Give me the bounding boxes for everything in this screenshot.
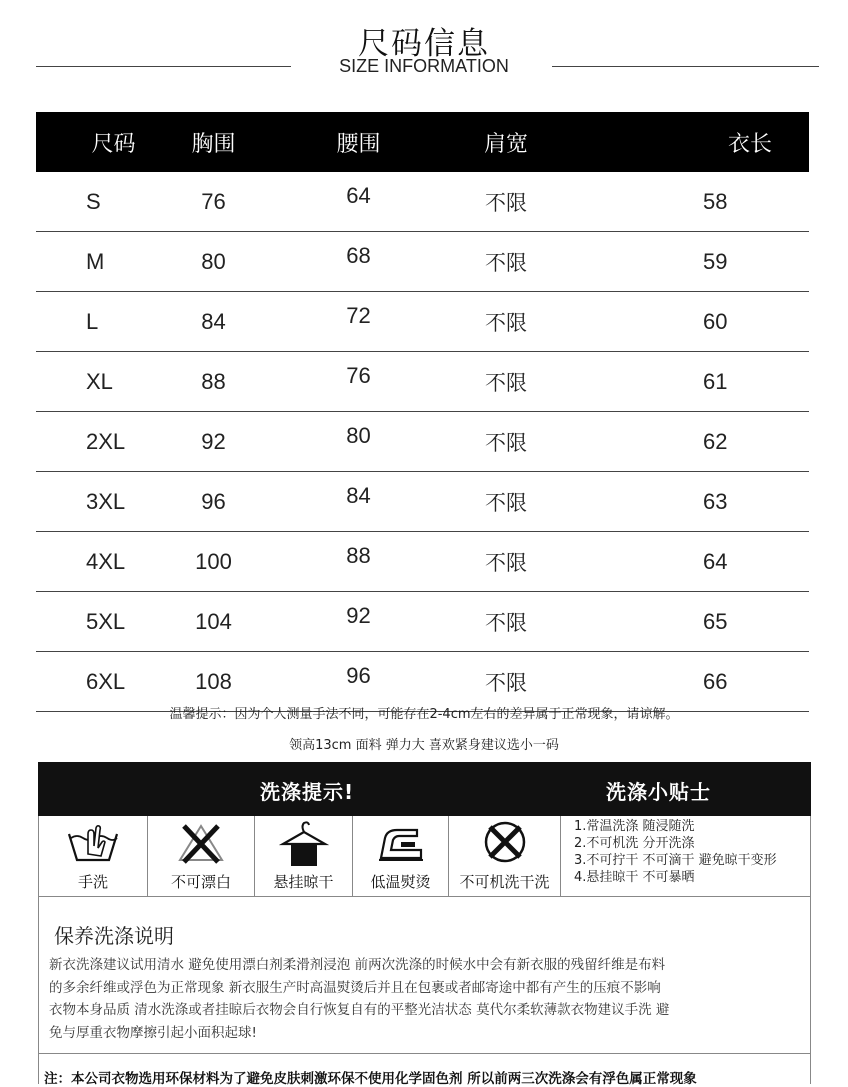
table-row <box>36 472 809 532</box>
size-cell: M <box>86 248 105 274</box>
low-iron-icon <box>371 820 431 866</box>
chest-cell: 104 <box>195 608 232 634</box>
care-label: 手洗 <box>77 873 108 891</box>
care-divider <box>39 1053 810 1054</box>
length-cell: 61 <box>703 368 728 394</box>
shoulder-cell: 不限 <box>485 490 527 515</box>
shoulder-cell: 不限 <box>485 310 527 335</box>
shoulder-cell: 不限 <box>485 430 527 455</box>
divider-right <box>552 66 819 67</box>
shoulder-cell: 不限 <box>485 250 527 275</box>
waist-cell: 92 <box>346 602 371 628</box>
table-row <box>36 412 809 472</box>
column-header-length: 衣长 <box>727 131 772 157</box>
care-label: 低温熨烫 <box>370 873 431 891</box>
care-tips-list <box>561 816 810 886</box>
care-icons-row <box>39 816 810 897</box>
chest-cell: 96 <box>201 488 226 514</box>
care-tip-item: 3.不可拧干 不可滴干 避免晾干变形 <box>574 853 777 868</box>
length-cell: 63 <box>703 488 728 514</box>
care-icon-cell <box>449 816 561 896</box>
title-en: SIZE INFORMATION <box>339 56 509 76</box>
care-icon-cell <box>39 816 148 896</box>
shoulder-cell: 不限 <box>485 190 527 215</box>
care-tip-item: 1.常温洗涤 随浸随洗 <box>574 819 695 834</box>
waist-cell: 80 <box>346 422 371 448</box>
hang-dry-icon <box>279 820 329 868</box>
care-panel <box>38 762 811 1087</box>
size-cell: XL <box>86 368 113 394</box>
fabric-note: 领高13cm 面料 弹力大 喜欢紧身建议选小一码 <box>289 738 559 753</box>
table-header <box>36 112 809 172</box>
chest-cell: 76 <box>201 188 226 214</box>
length-cell: 65 <box>703 608 728 634</box>
care-instructions <box>49 954 789 1044</box>
waist-cell: 68 <box>346 242 371 268</box>
waist-cell: 72 <box>346 302 371 328</box>
table-row <box>36 172 809 232</box>
tips-title: 洗涤小贴士 <box>606 780 711 804</box>
column-header-shoulder: 肩宽 <box>483 131 528 157</box>
care-label: 不可漂白 <box>170 873 231 891</box>
page-header <box>0 0 848 100</box>
length-cell: 66 <box>703 668 728 694</box>
care-text-line: 的多余纤维或浮色为正常现象 新衣服生产时高温熨烫后并且在包裹或者邮寄途中都有产生的压痕不影响 <box>49 979 661 996</box>
size-cell: 3XL <box>86 488 126 514</box>
table-row <box>36 292 809 352</box>
waist-cell: 96 <box>346 662 371 688</box>
hand-wash-icon <box>63 820 123 866</box>
care-tip-item: 2.不可机洗 分开洗涤 <box>574 836 695 851</box>
care-text-line: 新衣洗涤建议试用清水 避免使用漂白剂柔滑剂浸泡 前两次洗涤的时候水中会有新衣服的残留纤维是布料 <box>49 957 666 973</box>
column-header-size: 尺码 <box>91 131 136 157</box>
length-cell: 59 <box>703 248 728 274</box>
shoulder-cell: 不限 <box>485 610 527 635</box>
chest-cell: 80 <box>201 248 226 274</box>
column-header-chest: 胸围 <box>191 131 236 157</box>
care-label: 不可机洗干洗 <box>459 873 550 891</box>
length-cell: 58 <box>703 188 728 214</box>
care-icon-cell <box>255 816 353 896</box>
care-header <box>38 762 811 816</box>
size-cell: S <box>86 188 101 214</box>
table-row <box>36 592 809 652</box>
care-icon-cell <box>148 816 255 896</box>
no-bleach-icon <box>176 820 226 866</box>
title-cn: 尺码信息 <box>358 26 490 62</box>
table-row <box>36 232 809 292</box>
size-cell: 6XL <box>86 668 126 694</box>
care-label: 悬挂晾干 <box>273 873 334 891</box>
shoulder-cell: 不限 <box>485 670 527 695</box>
table-row <box>36 532 809 592</box>
size-cell: L <box>86 308 99 334</box>
chest-cell: 100 <box>195 548 232 574</box>
care-footer-note: 注：本公司衣物选用环保材料为了避免皮肤刺激环保不使用化学固色剂 所以前两三次洗涤会有浮色属正常现象 <box>44 1071 697 1087</box>
waist-cell: 64 <box>346 182 371 208</box>
table-row <box>36 352 809 412</box>
waist-cell: 88 <box>346 542 371 568</box>
waist-cell: 84 <box>346 482 371 508</box>
care-section-title: 保养洗涤说明 <box>54 924 174 948</box>
care-tip-item: 4.悬挂晾干 不可暴晒 <box>574 870 695 885</box>
size-cell: 5XL <box>86 608 126 634</box>
size-cell: 2XL <box>86 428 126 454</box>
length-cell: 64 <box>703 548 728 574</box>
length-cell: 62 <box>703 428 728 454</box>
size-cell: 4XL <box>86 548 126 574</box>
care-icon-cell <box>353 816 449 896</box>
chest-cell: 108 <box>195 668 232 694</box>
shoulder-cell: 不限 <box>485 370 527 395</box>
size-table <box>36 112 809 712</box>
column-header-waist: 腰围 <box>336 131 381 157</box>
care-tips-cell <box>561 816 810 896</box>
no-machine-dry-clean-icon <box>480 820 530 866</box>
wash-title: 洗涤提示! <box>260 780 355 804</box>
shoulder-cell: 不限 <box>485 550 527 575</box>
chest-cell: 92 <box>201 428 226 454</box>
length-cell: 60 <box>703 308 728 334</box>
care-text-line: 免与厚重衣物摩擦引起小面积起球! <box>49 1024 257 1041</box>
care-text-line: 衣物本身品质 清水洗涤或者挂晾后衣物会自行恢复自有的平整光洁状态 莫代尔柔软薄款衣物建议手洗 避 <box>49 1002 670 1018</box>
chest-cell: 84 <box>201 308 226 334</box>
measurement-tip: 温馨提示：因为个人测量手法不同，可能存在2-4cm左右的差异属于正常现象，请谅解。 <box>169 707 679 722</box>
waist-cell: 76 <box>346 362 371 388</box>
chest-cell: 88 <box>201 368 226 394</box>
